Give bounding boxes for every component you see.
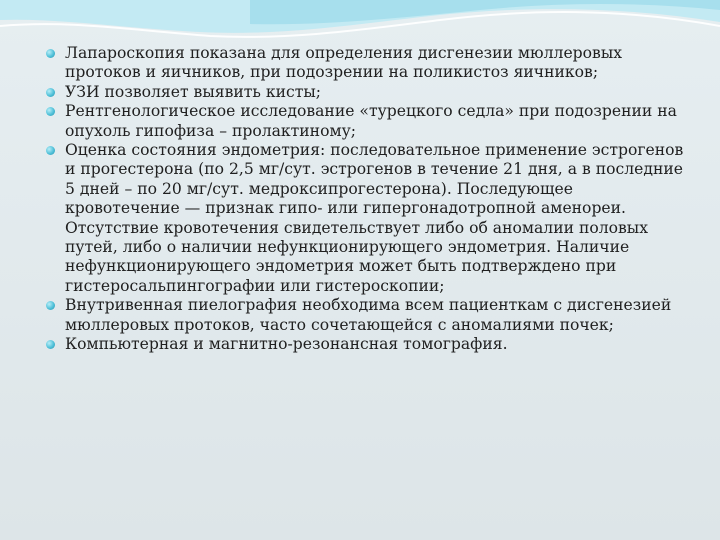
bullet-text: Компьютерная и магнитно-резонансная томография. <box>65 335 508 354</box>
list-item <box>46 102 686 141</box>
list-item <box>46 335 686 354</box>
list-item <box>46 296 686 335</box>
bullet-dot-icon <box>46 107 55 116</box>
list-item <box>46 141 686 296</box>
bullet-dot-icon <box>46 301 55 310</box>
bullet-dot-icon <box>46 146 55 155</box>
bullet-text: Внутривенная пиелография необходима всем пациенткам с дисгенезией мюллеровых протоков, часто сочетающейся с аномалиями почек; <box>65 296 672 334</box>
bullet-text: Лапароскопия показана для определения дисгенезии мюллеровых протоков и яичников, при подозрении на поликистоз яичников; <box>65 44 623 82</box>
bullet-text: УЗИ позволяет выявить кисты; <box>65 82 321 101</box>
bullet-list <box>46 44 686 355</box>
bullet-dot-icon <box>46 340 55 349</box>
list-item <box>46 44 686 83</box>
bullet-text: Рентгенологическое исследование «турецкого седла» при подозрении на опухоль гипофиза – пролактиному; <box>65 102 677 140</box>
bullet-text: Оценка состояния эндометрия: последовательное применение эстрогенов и прогестерона (по 2,5 мг/сут. эстрогенов в течение 21 дня, а в последние 5 дней – по 20 мг/сут. медроксипрогестерона). Последующее кровотечение — признак гипо- или гипергонадотропной аменореи. Отсутствие кровотечения свидетельствует либо об аномалии половых путей, либо о наличии нефункционирующего эндометрия. Наличие нефункционирующего эндометрия может быть подтверждено при гистеросальпингографии или гистероскопии; <box>65 141 684 295</box>
bullet-dot-icon <box>46 49 55 58</box>
list-item <box>46 83 686 102</box>
bullet-content <box>46 44 686 355</box>
bullet-dot-icon <box>46 88 55 97</box>
